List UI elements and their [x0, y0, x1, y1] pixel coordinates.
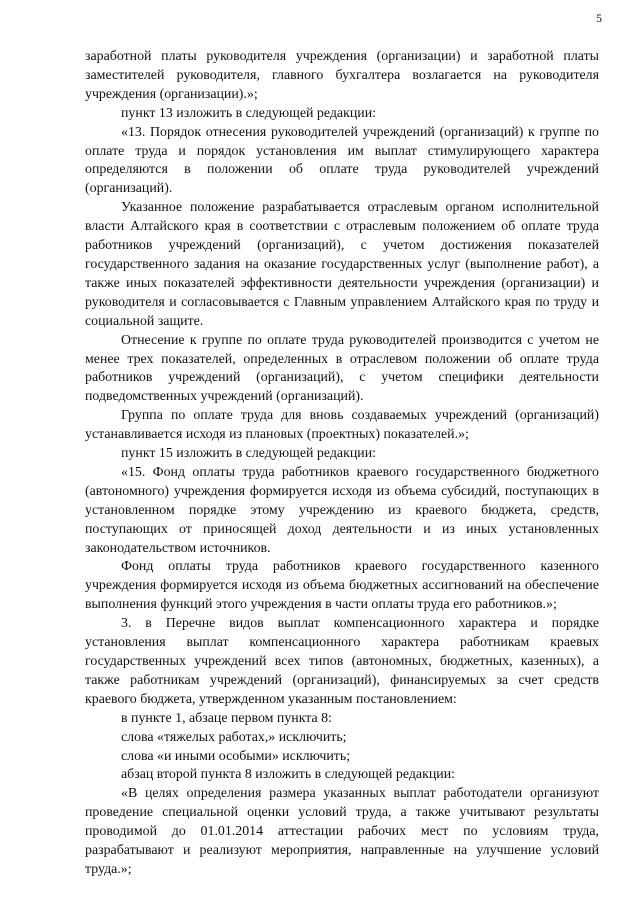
paragraph: пункт 13 изложить в следующей редакции:	[121, 105, 376, 121]
paragraph: абзац второй пункта 8 изложить в следующей редакции:	[121, 767, 456, 783]
paragraph: слова «тяжелых работах,» исключить;	[121, 729, 347, 745]
paragraph: «15. Фонд оплаты труда работников краевого государственного бюджетного (автономного) учреждения формируется исходя из объема субсидий, поступающих в установленном порядке этому учреждению из краевого бюджета, средств, поступающих от приносящей доход деятельности и из иных установленных законодательством источников.	[85, 464, 599, 556]
paragraph: Отнесение к группе по оплате труда руководителей производится с учетом не менее трех показателей, определенных в отраслевом положении об оплате труда работников учреждений (организаций), с учетом специфики деятельности подведомственных учреждений (организаций).	[85, 332, 599, 405]
paragraph: пункт 15 изложить в следующей редакции:	[121, 446, 376, 462]
page-number: 5	[596, 11, 602, 25]
paragraph: 3. в Перечне видов выплат компенсационного характера и порядке установления выплат компенсационного характера работникам краевых государственных учреждений всех типов (автономных, бюджетных, казенных), а также работникам учреждений (организаций), финансируемых за счет средств краевого бюджета, утвержденном указанным постановлением:	[85, 616, 599, 707]
paragraph: «13. Порядок отнесения руководителей учреждений (организаций) к группе по оплате труда и порядок установления им выплат стимулирующего характера определяются в положении об оплате труда руководителей учреждений (организаций).	[85, 124, 599, 197]
paragraph: Фонд оплаты труда работников краевого государственного казенного учреждения формируется исходя из объема бюджетных ассигнований на обеспечение выполнения функций этого учреждения в части оплаты труда его работников.»;	[85, 559, 599, 613]
paragraph: слова «и иными особыми» исключить;	[121, 748, 351, 764]
paragraph: Группа по оплате труда для вновь создаваемых учреждений (организаций) устанавливается исходя из плановых (проектных) показателей.»;	[85, 408, 599, 443]
paragraph: «В целях определения размера указанных выплат работодатели организуют проведение специальной оценки условий труда, а также учитывают результаты проводимой до 01.01.2014 аттестации рабочих мест по условиям труда, разрабатывают и реализуют мероприятия, направленные на улучшение условий труда.»;	[85, 786, 599, 877]
document-body	[85, 48, 599, 880]
paragraph: Указанное положение разрабатывается отраслевым органом исполнительной власти Алтайского края в соответствии с отраслевым положением об оплате труда работников учреждений (организаций), с учетом достижения показателей государственного задания на оказание государственных услуг (выполнение работ), а также иных показателей эффективности деятельности учреждения (организации) и руководителя и согласовывается с Главным управлением Алтайского края по труду и социальной защите.	[85, 200, 599, 329]
paragraph: в пункте 1, абзаце первом пункта 8:	[121, 710, 332, 726]
paragraph: заработной платы руководителя учреждения (организации) и заработной платы заместителей руководителя, главного бухгалтера возлагается на руководителя учреждения (организации).»;	[85, 49, 599, 102]
